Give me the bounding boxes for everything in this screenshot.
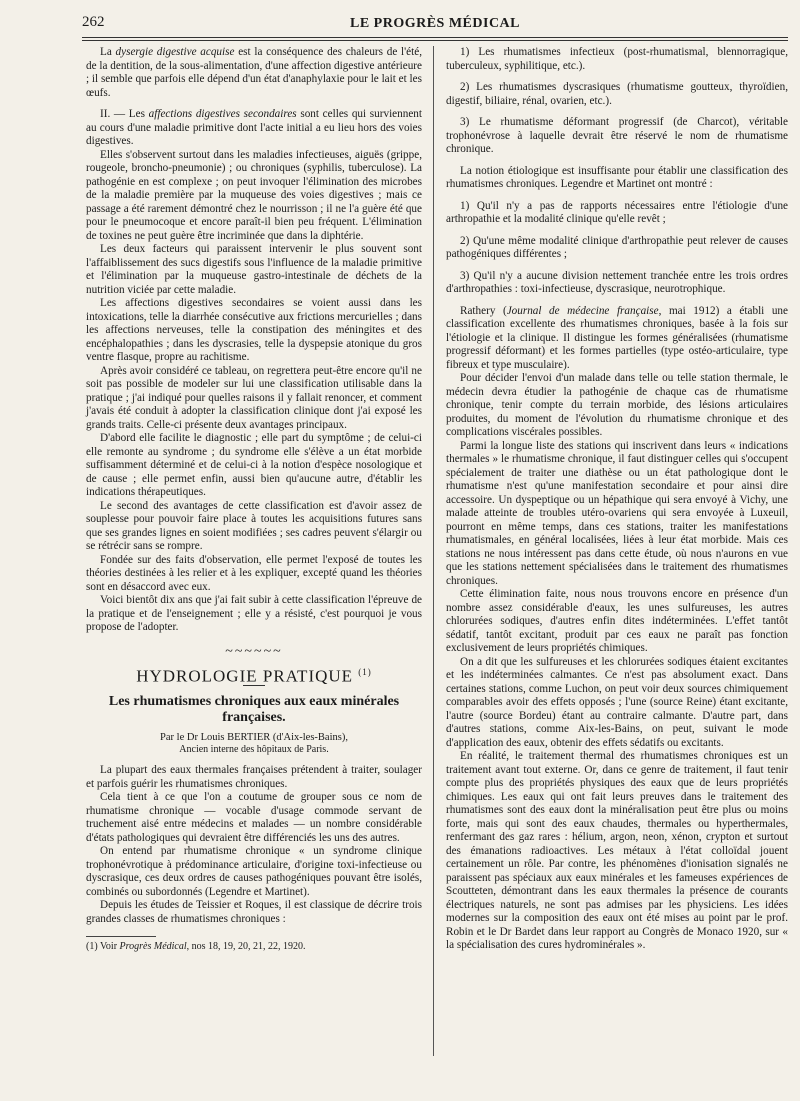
left-column — [86, 46, 422, 953]
text-run: Rathery ( — [460, 304, 507, 317]
column-divider — [433, 46, 434, 1056]
paragraph: Les deux facteurs qui paraissent intervenir le plus souvent sont l'affaiblissement des sucs digestifs sous l'influence de la maladie primitive et l'élimination par la muqueuse gastro-intestinale de déchets de la nutrition viciée par cette maladie. — [86, 243, 422, 296]
paragraph: La plupart des eaux thermales françaises prétendent à traiter, soulager et parfois guérir les rhumatismes chroniques. — [86, 764, 422, 790]
paragraph: Fondée sur des faits d'observation, elle permet l'exposé de toutes les théories destinées à les relier et à les expliquer, excepté quand les théories sont en désaccord avec eux. — [86, 553, 422, 593]
paragraph: Après avoir considéré ce tableau, on regrettera peut-être encore qu'il ne soit pas possible de modeler sur lui une classification utilisable dans la pratique ; j'ai indiqué pour quelles raisons il y fallait renoncer, et comment j'avais été conduit à adopter la classification clinique dont j'ai exposé les grands traits. Celle-ci présente deux avantages principaux. — [86, 364, 422, 431]
list-item: 1) Qu'il n'y a pas de rapports nécessaires entre l'étiologie d'une arthropathie et la modalité clinique qu'elle revêt ; — [446, 199, 788, 225]
header-rule-double — [82, 40, 788, 41]
text-run: est la conséquence des chaleurs de l'été, de la dentition, de la sous-alimentation, d'une affection digestive antérieure ; il semble que parfois elle dépend d'un état d'anaphylaxie pour le lait et les œufs. — [86, 46, 422, 99]
paragraph: D'abord elle facilite le diagnostic ; elle part du symptôme ; de celui-ci elle remonte au syndrome ; du syndrome elle s'élève a un état morbide suffisamment déterminé et de celui-ci à la notion d'espèce nosologique et de cause ; elle permet enfin, aussi bien qu'aucune autre, d'établir les indications thérapeutiques. — [86, 432, 422, 498]
ornament-divider: ~~~~~~ — [225, 643, 283, 659]
paragraph: La notion étiologique est insuffisante pour établir une classification des rhumatismes chroniques. Legendre et Martinet ont montré : — [446, 164, 788, 190]
author-byline: Par le Dr Louis BERTIER (d'Aix-les-Bains), — [160, 732, 348, 744]
right-column — [446, 46, 788, 953]
section-footnote-ref: (1) — [358, 667, 372, 677]
author-affiliation: Ancien interne des hôpitaux de Paris. — [179, 744, 329, 756]
text-run: La — [100, 46, 116, 58]
paragraph: On entend par rhumatisme chronique « un syndrome clinique trophonévrotique à prédominance articulaire, d'origine toxi-infectieuse ou dyscrasique, ces deux ordres de causes pathogéniques pouvant être isolés, combinés ou subordonnés (Legendre et Martinet). — [86, 845, 422, 898]
paragraph: Cette élimination faite, nous nous trouvons encore en présence d'un nombre assez considérable d'eaux, les unes sulfureuses, les autres chlorurées sodiques, d'autres enfin dites indéterminées. L'effet tantôt sédatif, tantôt excitant, produit par ces eaux ne paraît pas fonction exclusivement de leurs propriétés chimiques. — [446, 588, 788, 654]
italic-text: affections digestives secondaires — [148, 108, 297, 120]
footnote-details: , nos 18, 19, 20, 21, 22, 1920. — [186, 941, 306, 953]
list-item: 3) Le rhumatisme déformant progressif (de Charcot), véritable trophonévrose à laquelle devrait être réservé le nom de rhumatisme chronique. — [446, 116, 788, 155]
list-item: 1) Les rhumatismes infectieux (post-rhumatismal, blennorragique, tuberculeux, syphilitique, etc.). — [446, 46, 788, 72]
list-item: 2) Les rhumatismes dyscrasiques (rhumatisme goutteux, thyroïdien, digestif, biliaire, rénal, ovarien, etc.). — [446, 81, 788, 107]
paragraph: Parmi la longue liste des stations qui inscrivent dans leurs « indications thermales » le rhumatisme chronique, il faut distinguer celles qui s'occupent spécialement de traiter une diathèse ou un état pathologique dont le rhumatisme n'est qu'une manifestation secondaire et pour ainsi dire accessoire. Un dyspeptique ou un hépathique qui sera envoyé à Vichy, une malade atteinte de troubles utéro-ovariens qui sera envoyée à Luxeuil, pourront en même temps, dans ces stations, traiter les manifestations rhumatismales, en général localisées, liées à leur état morbide. Mais ces stations ne nous intéressent pas dans cette étude, où nous n'aurons en vue que les stations nettement spécialisées dans le traitement des rhumatismes chroniques. — [446, 439, 788, 587]
paragraph: Pour décider l'envoi d'un malade dans telle ou telle station thermale, le médecin devra étudier la pathogénie de chaque cas de rhumatisme chronique, tenir compte du terrain morbide, des lésions articulaires produites, du moment de l'évolution du rhumatisme chronique et des complications viscérales possibles. — [446, 372, 788, 438]
paragraph — [86, 108, 422, 149]
section-title — [86, 666, 422, 686]
italic-text: Journal de médecine française — [506, 304, 659, 317]
paragraph — [86, 46, 422, 100]
paragraph: Cela tient à ce que l'on a coutume de grouper sous ce nom de rhumatisme chronique — vocable d'usage commode servant de truchement aisé entre médecins et malades — un nombre considérable d'états pathologiques qui devraient être différenciés les uns des autres. — [86, 791, 422, 844]
italic-text: dysergie digestive acquise — [115, 46, 235, 58]
text-run: sont celles qui surviennent au cours d'une maladie primitive dont l'acte initial a eu lieu hors des voies digestives. — [86, 108, 422, 147]
paragraph: Voici bientôt dix ans que j'ai fait subir à cette classification l'épreuve de la pratique et de l'enseignement ; elle y a résisté, c'est pourquoi je vous propose de l'adopter. — [86, 594, 422, 633]
footnote — [86, 941, 422, 953]
header-rule — [82, 37, 788, 38]
footnote-prefix: (1) Voir — [86, 941, 120, 953]
section-title-text: HYDROLOGIE PRATIQUE — [136, 666, 354, 686]
paragraph: Le second des avantages de cette classification est d'avoir assez de souplesse pour pouvoir faire place à toutes les acquisitions futures sans que ses grandes lignes en soient modifiées ; ses cadres peuvent s'élargir ou se rétrécir sans se rompre. — [86, 499, 422, 552]
journal-title: LE PROGRÈS MÉDICAL — [349, 16, 521, 31]
article-title: Les rhumatismes chroniques aux eaux minérales françaises. — [108, 694, 400, 726]
text-run: , mai 1912) a établi une classification excellente des rhumatismes chroniques, basée à la fois sur l'étiologie et la clinique. Il distingue les formes généralisées (rhumatisme progressif déformant) et les formes partielles (type ostéo-articulaire, type fibreux et type musculaire). — [446, 304, 788, 371]
footnote-rule — [86, 936, 156, 937]
page-header — [82, 14, 788, 38]
list-item: 3) Qu'il n'y a aucune division nettement tranchée entre les trois ordres d'arthropathies : toxi-infectieuse, dyscrasique, neurotrophique. — [446, 269, 788, 295]
paragraph: Les affections digestives secondaires se voient aussi dans les intoxications, telle la diarrhée consécutive aux frictions mercurielles ; dans les affections nerveuses, telle la constipation des méningites et des encéphalopathies ; dans les dyscrasies, telle la dyspepsie atonique du gros ventre flasque, propre au rachitisme. — [86, 297, 422, 363]
paragraph: On a dit que les sulfureuses et les chlorurées sodiques étaient excitantes et les indéterminées calmantes. Ce n'est pas absolument exact. Dans certaines stations, comme Luchon, on peut voir deux sources chimiquement comparables avoir des effets opposés ; l'une (source Reine) étant excitante, l'autre (source Bordeu) étant au contraire calmante. D'autre part, dans d'autres stations, comme Aix-les-Bains, on peut, suivant le mode d'application des eaux, obtenir des effets sédatifs ou excitants. — [446, 655, 788, 749]
list-item: 2) Qu'une même modalité clinique d'arthropathie peut relever de causes pathogéniques différentes ; — [446, 234, 788, 260]
text-run: II. — Les — [100, 108, 149, 120]
paragraph: Depuis les études de Teissier et Roques, il est classique de décrire trois grandes classes de rhumatismes chroniques : — [86, 899, 422, 925]
paragraph — [446, 305, 788, 373]
paragraph: Elles s'observent surtout dans les maladies infectieuses, aiguës (grippe, rougeole, broncho-pneumonie) ; ou chroniques (syphilis, tuberculose). La pathogénie en est complexe ; on peut invoquer l'élimination des microbes de la maladie première par la muqueuse des voies digestives ; mais ce passage a été rarement démontré chez le nourrisson ; il ne l'a guère été que pour le pneumocoque et encore paraît-il bien peu fréquent. L'élimination de toxines ne peut guère être incriminée que dans la diphtérie. — [86, 148, 422, 242]
paragraph: En réalité, le traitement thermal des rhumatismes chroniques est un traitement avant tout externe. Or, dans ce genre de traitement, il faut tenir compte plus des propriétés physiques des eaux que de leurs propriétés chimiques. Les eaux qui ont fait leurs preuves dans le traitement des rhumatismes sont des eaux dont la minéralisation peut être plus ou moins forte, mais qui sont des eaux chaudes, thermales ou hyperthermales, renfermant des gaz rares : hélium, argon, neon, xénon, crypton et surtout des émanations radioactives. Les métaux à l'état colloïdal jouent certainement un rôle. Par contre, les phénomènes d'ionisation signalés ne paraissent pas spéciaux aux eaux minérales et les fameuses expériences de Scoutteten, démontrant dans les eaux thermales la présence de courants électriques naturels, ne sont pas admises par les physiciens. Les idées modernes sur la composition des eaux ont été mises au point par le prof. Robin et le Dr Bardet dans leur rapport au Congrès de Monaco 1920, sur « la spécialisation des cures hydrominérales ». — [446, 750, 788, 951]
footnote-journal: Progrès Médical — [119, 941, 187, 953]
page-number: 262 — [82, 14, 105, 30]
